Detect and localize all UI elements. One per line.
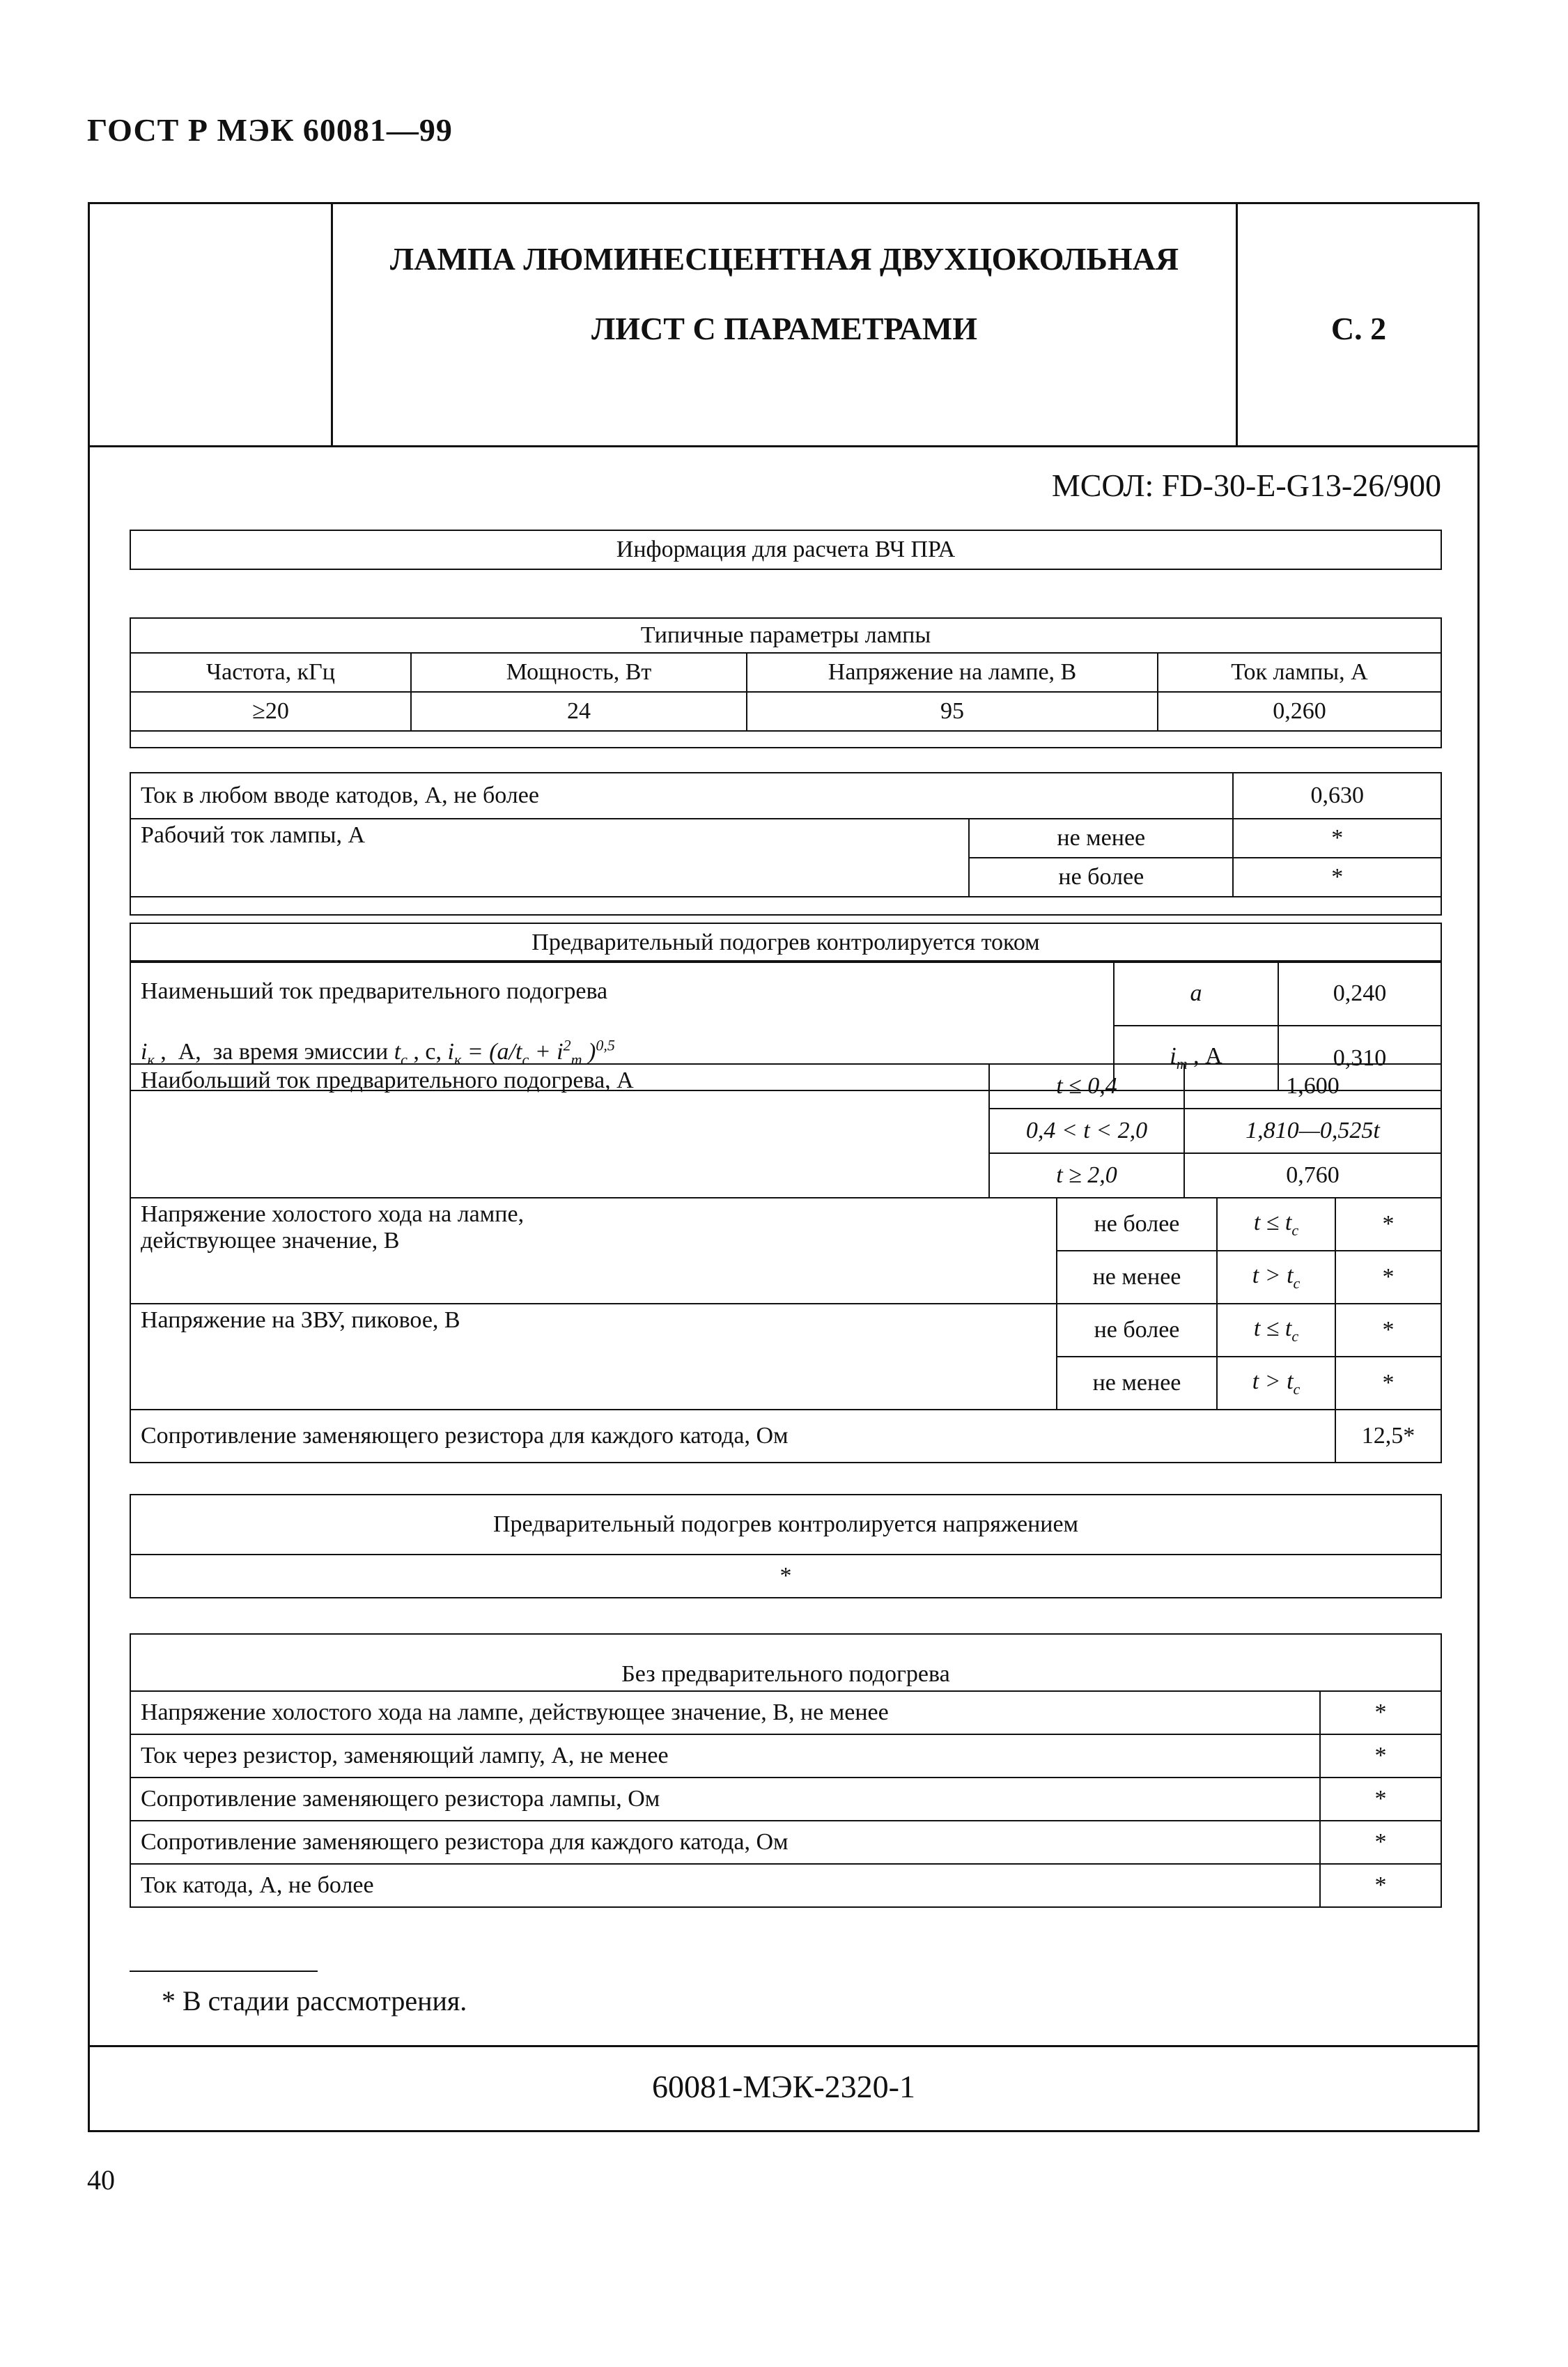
preheat-voltage-title: Предварительный подогрев контролируется напряжением <box>130 1495 1441 1555</box>
ignitor-cond-min: не менее <box>1057 1357 1217 1410</box>
spacer-row <box>130 897 1441 915</box>
col-header-frequency: Частота, кГц <box>130 653 411 692</box>
ocv-cond-min: не менее <box>1057 1251 1217 1304</box>
no-preheat-row-label: Ток катода, А, не более <box>130 1864 1320 1907</box>
max-preheat-table <box>130 1063 1442 1198</box>
working-current-value-max: * <box>1233 858 1441 897</box>
ignitor-t-max: $t \le t_с$ <box>1217 1304 1335 1357</box>
info-title: Информация для расчета ВЧ ПРА <box>130 530 1441 569</box>
ignitor-t-min: $t > t_с$ <box>1217 1357 1335 1410</box>
footer-code: 60081-МЭК-2320-1 <box>652 2069 915 2104</box>
max-preheat-cond-1: t ≤ 0,4 <box>989 1064 1184 1109</box>
col-header-voltage: Напряжение на лампе, В <box>747 653 1158 692</box>
no-preheat-row-value: * <box>1320 1691 1441 1734</box>
value-frequency: ≥20 <box>130 692 411 731</box>
ocv-cond-max: не более <box>1057 1198 1217 1251</box>
voltage-table <box>130 1197 1442 1463</box>
value-voltage: 95 <box>747 692 1158 731</box>
no-preheat-row-value: * <box>1320 1734 1441 1778</box>
no-preheat-row-label: Ток через резистор, заменяющий лампу, А, не менее <box>130 1734 1320 1778</box>
working-current-cond-min: не менее <box>969 819 1233 858</box>
footnote: * В стадии рассмотрения. <box>162 1985 467 2017</box>
ocv-value-max: * <box>1335 1198 1441 1251</box>
lamp-code: МСОЛ: FD-30-E-G13-26/900 <box>1051 468 1441 503</box>
value-power: 24 <box>411 692 747 731</box>
col-header-power: Мощность, Вт <box>411 653 747 692</box>
no-preheat-row-label: Сопротивление заменяющего резистора лампы, Ом <box>130 1778 1320 1821</box>
cathode-resistor-value: 12,5* <box>1335 1410 1441 1463</box>
ignitor-value-min: * <box>1335 1357 1441 1410</box>
no-preheat-row-label: Напряжение холостого хода на лампе, действующее значение, В, не менее <box>130 1691 1320 1734</box>
working-current-value-min: * <box>1233 819 1441 858</box>
ocv-t-max: $t \le t_с$ <box>1217 1198 1335 1251</box>
cathode-current-label: Ток в любом вводе катодов, А, не более <box>130 773 1233 819</box>
sheet-number: С. 2 <box>1330 311 1387 346</box>
ocv-label: Напряжение холостого хода на лампе, действующее значение, В <box>130 1198 1057 1304</box>
max-preheat-value-3: 0,760 <box>1184 1153 1441 1198</box>
value-current: 0,260 <box>1158 692 1441 731</box>
no-preheat-row-value: * <box>1320 1821 1441 1864</box>
max-preheat-value-1: 1,600 <box>1184 1064 1441 1109</box>
preheat-current-title-table <box>130 923 1442 963</box>
info-title-table <box>130 530 1442 570</box>
no-preheat-table <box>130 1633 1442 1908</box>
preheat-current-title: Предварительный подогрев контролируется током <box>130 923 1441 962</box>
sheet-title-line2: ЛИСТ С ПАРАМЕТРАМИ <box>591 311 978 346</box>
min-preheat-sym-a: a <box>1114 961 1278 1026</box>
cathode-current-value: 0,630 <box>1233 773 1441 819</box>
preheat-voltage-value: * <box>130 1555 1441 1598</box>
col-header-current: Ток лампы, А <box>1158 653 1441 692</box>
min-preheat-formula: $i_к$ , А, за время эмиссии $t_с$ , с, $i_к = (a/t_с + i^2_m$ )$^{0,5}$ <box>141 1037 615 1069</box>
no-preheat-row-label: Сопротивление заменяющего резистора для каждого катода, Ом <box>130 1821 1320 1864</box>
working-current-cond-max: не более <box>969 858 1233 897</box>
page-number: 40 <box>87 2164 115 2196</box>
max-preheat-cond-2: 0,4 < t < 2,0 <box>989 1109 1184 1153</box>
preheat-voltage-table <box>130 1494 1442 1598</box>
sheet-title-line1: ЛАМПА ЛЮМИНЕСЦЕНТНАЯ ДВУХЦОКОЛЬНАЯ <box>389 241 1179 277</box>
no-preheat-row-value: * <box>1320 1864 1441 1907</box>
min-preheat-value-im: 0,310 <box>1278 1026 1441 1090</box>
title-block-left-cell <box>88 202 333 447</box>
min-preheat-label-line1: Наименьший ток предварительного подогрева <box>141 978 608 1004</box>
max-preheat-value-2: 1,810—0,525t <box>1184 1109 1441 1153</box>
ignitor-value-max: * <box>1335 1304 1441 1357</box>
working-current-label: Рабочий ток лампы, А <box>130 819 969 897</box>
no-preheat-row-value: * <box>1320 1778 1441 1821</box>
ignitor-cond-max: не более <box>1057 1304 1217 1357</box>
ignitor-label: Напряжение на ЗВУ, пиковое, В <box>130 1304 1057 1410</box>
min-preheat-sym-im: $i_m$ , А <box>1114 1026 1278 1090</box>
currents-table <box>130 772 1442 916</box>
typical-params-table <box>130 617 1442 748</box>
max-preheat-cond-3: t ≥ 2,0 <box>989 1153 1184 1198</box>
ocv-value-min: * <box>1335 1251 1441 1304</box>
typical-title: Типичные параметры лампы <box>130 618 1441 653</box>
footer-divider <box>88 2045 1480 2047</box>
cathode-resistor-label: Сопротивление заменяющего резистора для каждого катода, Ом <box>130 1410 1335 1463</box>
no-preheat-title: Без предварительного подогрева <box>130 1634 1441 1691</box>
min-preheat-value-a: 0,240 <box>1278 961 1441 1026</box>
document-header: ГОСТ Р МЭК 60081—99 <box>87 112 453 148</box>
footnote-rule <box>130 1971 318 1972</box>
spacer-row <box>130 731 1441 748</box>
max-preheat-label: Наибольший ток предварительного подогрева, А <box>130 1064 989 1198</box>
ocv-t-min: $t > t_с$ <box>1217 1251 1335 1304</box>
